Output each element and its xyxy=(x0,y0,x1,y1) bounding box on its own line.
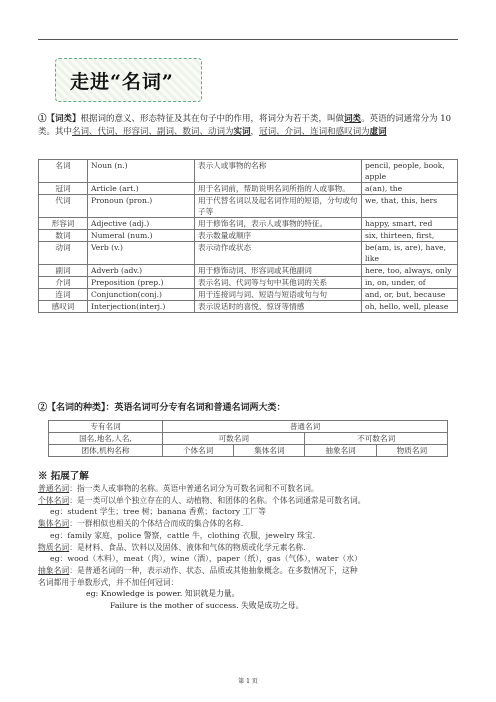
extend-body xyxy=(38,483,458,612)
cell-cn: 感叹词 xyxy=(39,301,88,313)
cell-cn: 动词 xyxy=(39,242,88,265)
cell-cn: 形容词 xyxy=(39,218,88,230)
section2-title: 【名词的种类】 xyxy=(47,403,106,413)
table-row xyxy=(39,301,458,313)
cell-desc: 用于修饰名词，表示人或事物的特征。 xyxy=(195,218,362,230)
cell-desc: 表示动作或状态 xyxy=(195,242,362,265)
header-rule xyxy=(38,39,458,40)
term-material-noun: 物质名词 xyxy=(38,542,70,552)
table-row xyxy=(39,277,458,289)
cell-collective: 集体名词 xyxy=(234,445,305,457)
example-line: eg: Knowledge is power. 知识就是力量。 xyxy=(86,589,240,599)
section1-list-b: 冠词、介词、连词和感叹词为 xyxy=(259,127,370,137)
cell-example: oh, hello, well, please xyxy=(362,301,458,313)
text: ：一群相似也相关的个体结合而成的集合体的名称. xyxy=(69,519,244,529)
cell-abstract: 抽象名词 xyxy=(305,445,376,457)
cell-proper-noun: 专有名词 xyxy=(49,421,163,433)
cell-desc: 表示名词、代词等与句中其他词的关系 xyxy=(195,277,362,289)
text: ：是一类可以单个独立存在的人、动植物、和团体的名称。个体名词通常是可数名词。 xyxy=(69,495,366,505)
table-row xyxy=(39,183,458,195)
cell-example: pencil, people, book, apple xyxy=(362,160,458,183)
term-individual-noun: 个体名词 xyxy=(38,495,70,505)
cell-desc: 表示数量或顺序 xyxy=(195,230,362,242)
cell-proper-desc-2: 团体,机构名称 xyxy=(49,445,163,457)
table-row xyxy=(49,433,448,445)
section1-list-a: 名词、代词、形容词、副词、数词、动词为 xyxy=(72,127,234,137)
word-class-table xyxy=(38,159,458,313)
cell-individual: 个体名词 xyxy=(163,445,234,457)
cell-uncountable: 不可数名词 xyxy=(305,433,448,445)
cell-desc: 用于名词前，帮助说明名词所指的人或事物。 xyxy=(195,183,362,195)
page-title: 走进“名词” xyxy=(70,71,174,93)
cell-desc: 用于修饰动词、形容词或其他副词 xyxy=(195,265,362,277)
cell-desc: 用于代替名词以及起名词作用的短语，分句或句子等 xyxy=(195,195,362,218)
cell-countable: 可数名词 xyxy=(163,433,305,445)
section1-heading: 【词类】 xyxy=(46,114,81,124)
cell-en: Conjunction(conj.) xyxy=(88,289,195,301)
cell-en: Verb (v.) xyxy=(88,242,195,265)
cell-en: Noun (n.) xyxy=(88,160,195,183)
section2-text: ：英语名词可分专有名词和普通名词两大类： xyxy=(105,403,286,413)
table-row xyxy=(39,265,458,277)
cell-common-noun: 普通名词 xyxy=(163,421,448,433)
extend-title: ※ 拓展了解 xyxy=(38,471,89,482)
cell-cn: 冠词 xyxy=(39,183,88,195)
cell-example: we, that, this, hers xyxy=(362,195,458,218)
section1-number: ① xyxy=(38,114,47,124)
term-content-word: 实词 xyxy=(233,127,251,137)
term-word-class: 词类 xyxy=(344,114,362,124)
section2-number: ② xyxy=(38,403,48,413)
example-line: Failure is the mother of success. 失败是成功之母。 xyxy=(110,601,304,611)
table-row xyxy=(39,242,458,265)
text: ：指一类人或事物的名称。英语中普通名词分为可数名词和不可数名词。 xyxy=(69,484,319,493)
title-banner xyxy=(55,58,202,102)
term-collective-noun: 集体名词 xyxy=(38,519,70,529)
text: ：是材料、食品、饮料以及固体、液体和气体的物质或化学元素名称. xyxy=(69,542,306,552)
cell-example: here, too, always, only xyxy=(362,265,458,277)
section1-text-a: 根据词的意义、形态特征及其在句子中的作用，将词分为若干类，叫做 xyxy=(80,114,345,124)
term-common-noun: 普通名词 xyxy=(38,484,70,493)
cell-material: 物质名词 xyxy=(376,445,447,457)
noun-types-table xyxy=(48,420,448,457)
paragraph-line xyxy=(38,542,458,554)
page-number: 第 1 页 xyxy=(238,678,258,685)
cell-cn: 名词 xyxy=(39,160,88,183)
cell-en: Pronoun (pron.) xyxy=(88,195,195,218)
cell-cn: 连词 xyxy=(39,289,88,301)
section2-heading xyxy=(38,400,286,413)
paragraph-line xyxy=(38,483,458,495)
cell-en: Preposition (prep.) xyxy=(88,277,195,289)
cell-example: six, thirteen, first, xyxy=(362,230,458,242)
cell-en: Adjective (adj.) xyxy=(88,218,195,230)
table-row xyxy=(39,230,458,242)
text: ：是普通名词的一种，表示动作、状态、品质或其他抽象概念。在多数情况下，这种 xyxy=(69,565,358,575)
example-line: eg：wood（木料），meat（肉），wine（酒），paper（纸），gas（气体），water（水） xyxy=(50,554,362,564)
table-row xyxy=(39,195,458,218)
cell-cn: 代词 xyxy=(39,195,88,218)
cell-desc: 表示人或事物的名称 xyxy=(195,160,362,183)
cell-example: happy, smart, red xyxy=(362,218,458,230)
cell-en: Interjection(interj.) xyxy=(88,301,195,313)
cell-example: a(an), the xyxy=(362,183,458,195)
table-row xyxy=(39,289,458,301)
cell-desc: 用于连接词与词、短语与短语或句与句 xyxy=(195,289,362,301)
section1-text-c: ， xyxy=(250,127,260,137)
term-abstract-noun: 抽象名词 xyxy=(38,565,70,575)
cell-example: in, on, under, of xyxy=(362,277,458,289)
paragraph-line: 名词都用于单数形式，并不加任何冠词： xyxy=(38,577,179,587)
paragraph-line xyxy=(38,518,458,530)
table-row xyxy=(49,445,448,457)
example-line: eg：family 家庭，police 警察，cattle 牛，clothing 衣服，jewelry 珠宝. xyxy=(50,530,316,540)
term-function-word: 虚词 xyxy=(369,127,387,137)
table-row xyxy=(39,160,458,183)
cell-example: and, or, but, because xyxy=(362,289,458,301)
cell-en: Numeral (num.) xyxy=(88,230,195,242)
section1-paragraph xyxy=(38,113,458,139)
cell-cn: 副词 xyxy=(39,265,88,277)
section1-text-b: 。英语的词通常分为 10 类。其中 xyxy=(38,114,452,137)
example-line: eg：student 学生；tree 树；banana 香蕉；factory 工厂等 xyxy=(50,507,266,517)
cell-en: Article (art.) xyxy=(88,183,195,195)
paragraph-line xyxy=(38,495,458,507)
table-row xyxy=(49,421,448,433)
cell-desc: 表示说话时的喜悦、惊讶等情感 xyxy=(195,301,362,313)
cell-en: Adverb (adv.) xyxy=(88,265,195,277)
cell-example: be(am, is, are), have, like xyxy=(362,242,458,265)
paragraph-line xyxy=(38,565,458,577)
cell-cn: 介词 xyxy=(39,277,88,289)
table-row xyxy=(39,218,458,230)
cell-cn: 数词 xyxy=(39,230,88,242)
cell-proper-desc-1: 国名,地名,人名, xyxy=(49,433,163,445)
